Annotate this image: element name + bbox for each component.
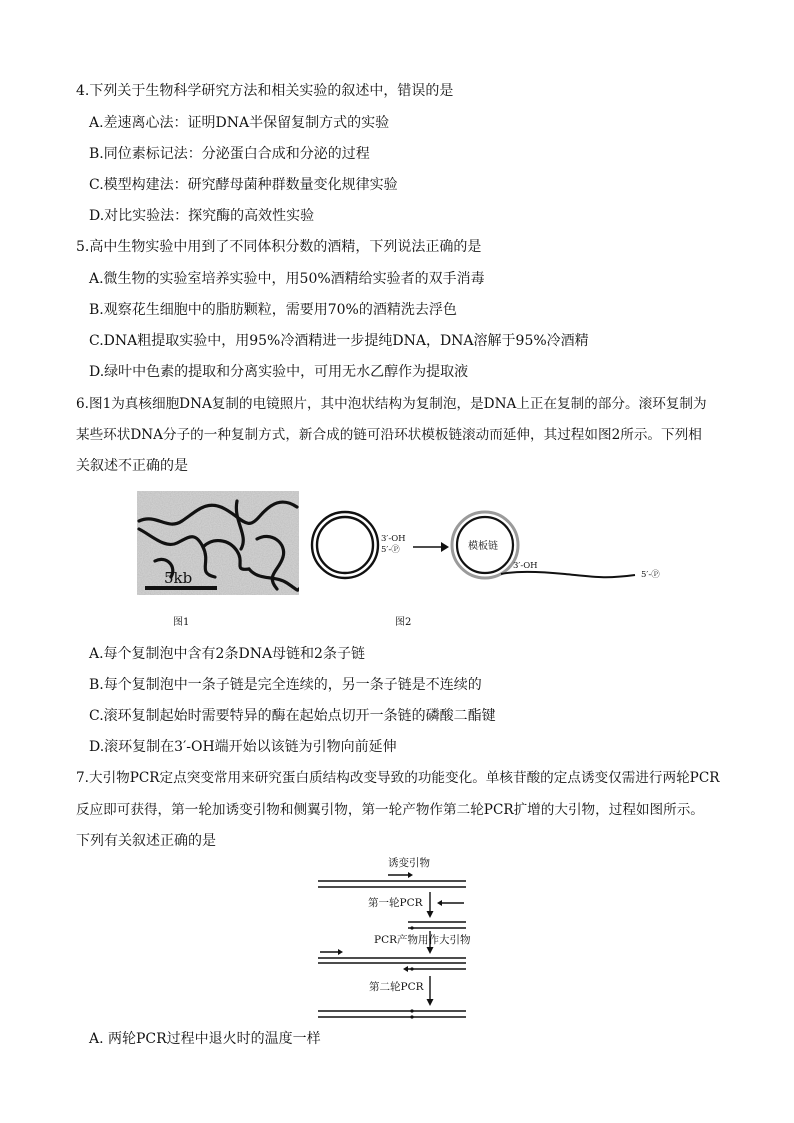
fig1-scale-label: 5kb [164, 569, 193, 587]
fig1-caption: 图1 [173, 617, 190, 628]
q6-stem-line-3: 关叙述不正确的是 [76, 458, 188, 474]
q6-option-b: B.每个复制泡中一条子链是完全连续的，另一条子链是不连续的 [89, 677, 482, 693]
q6-option-c: C.滚环复制起始时需要特异的酶在起始点切开一条链的磷酸二酯键 [89, 708, 496, 724]
q5-option-c: C.DNA粗提取实验中，用95%冷酒精进一步提纯DNA，DNA溶解于95%冷酒精 [89, 333, 589, 349]
fig2-circle-left-inner [317, 517, 373, 573]
q6-stem-line-2: 某些环状DNA分子的一种复制方式，新合成的链可沿环状模板链滚动而延伸，其过程如图2所示。下列相 [76, 427, 702, 443]
q5-option-d: D.绿叶中色素的提取和分离实验中，可用无水乙醇作为提取液 [89, 364, 469, 380]
q4-option-b: B.同位素标记法：分泌蛋白合成和分泌的过程 [89, 146, 370, 162]
q7-stem-line-1: 7.大引物PCR定点突变常用来研究蛋白质结构改变导致的功能变化。单核苷酸的定点诱变仅需进行两轮PCR [76, 770, 720, 786]
pcr-label-mutagenic-primer: 诱变引物 [388, 857, 430, 869]
q6-option-d: D.滚环复制在3′-OH端开始以该链为引物向前延伸 [89, 739, 397, 755]
fig2-arrow-head [441, 542, 449, 552]
fig2-label-3oh-right: 3′-OH [513, 561, 538, 571]
fig2-circle-left-outer [312, 512, 378, 578]
q6-stem-line-1: 6.图1为真核细胞DNA复制的电镜照片，其中泡状结构为复制泡，是DNA上正在复制的部分。滚环复制为 [76, 396, 707, 412]
q4-stem: 4.下列关于生物科学研究方法和相关实验的叙述中，错误的是 [76, 83, 454, 99]
fig2-rolling-circle [305, 495, 675, 595]
q7-stem-line-3: 下列有关叙述正确的是 [76, 833, 216, 849]
pcr-label-round2: 第二轮PCR [369, 981, 424, 993]
q7-pcr-diagram [312, 852, 472, 1024]
q5-stem: 5.高中生物实验中用到了不同体积分数的酒精，下列说法正确的是 [76, 239, 482, 255]
fig2-new-strand [501, 572, 635, 577]
fig1-em-photo [137, 491, 299, 595]
pcr-label-product-as-primer: PCR产物用作大引物 [374, 934, 471, 946]
q6-option-a: A.每个复制泡中含有2条DNA母链和2条子链 [89, 646, 365, 662]
fig2-label-5p-left: 5′-Ⓟ [381, 545, 400, 555]
q5-option-b: B.观察花生细胞中的脂肪颗粒，需要用70%的酒精洗去浮色 [89, 302, 457, 318]
fig2-template-label: 模板链 [468, 541, 498, 552]
fig2-label-3oh-left: 3′-OH [381, 534, 406, 544]
q5-option-a: A.微生物的实验室培养实验中，用50%酒精给实验者的双手消毒 [89, 271, 485, 287]
fig2-caption: 图2 [395, 617, 412, 628]
q7-option-a: A. 两轮PCR过程中退火时的温度一样 [89, 1031, 321, 1047]
pcr-label-round1: 第一轮PCR [368, 897, 423, 909]
q7-stem-line-2: 反应即可获得，第一轮加诱变引物和侧翼引物，第一轮产物作第二轮PCR扩增的大引物，过程如图所示。 [76, 802, 704, 818]
q4-option-a: A.差速离心法：证明DNA半保留复制方式的实验 [89, 115, 390, 131]
fig2-label-5p-right: 5′-Ⓟ [641, 570, 660, 580]
q4-option-d: D.对比实验法：探究酶的高效性实验 [89, 208, 315, 224]
q4-option-c: C.模型构建法：研究酵母菌种群数量变化规律实验 [89, 177, 398, 193]
